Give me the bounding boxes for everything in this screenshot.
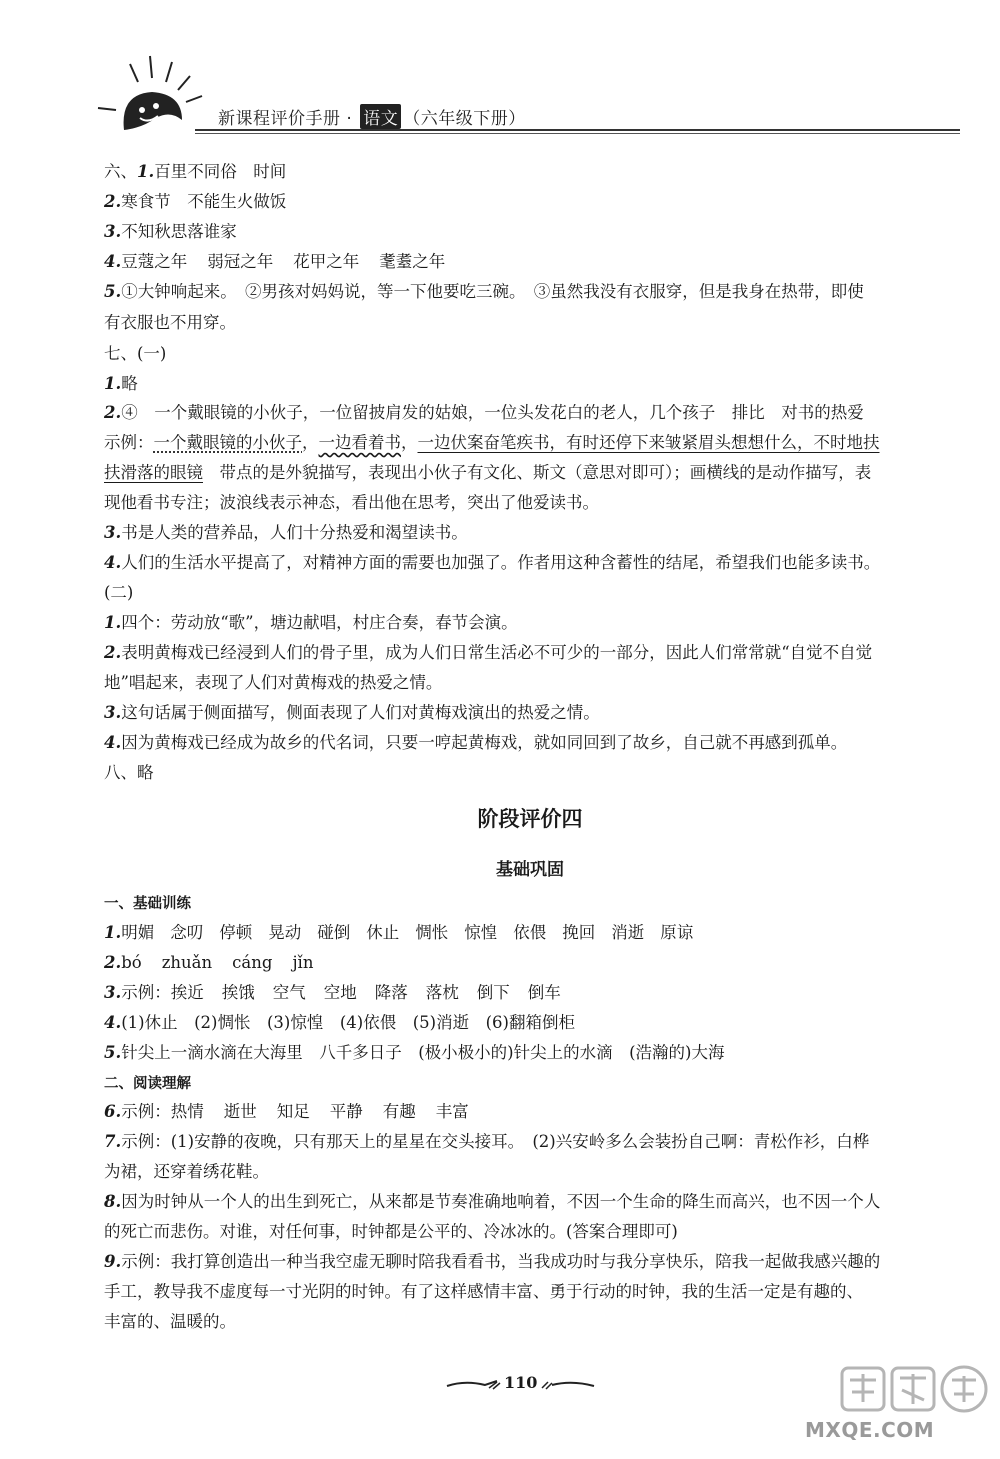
answer-line: 9.示例：我打算创造出一种当我空虚无聊时陪我看看书，当我成功时与我分享快乐，陪我一起做我感兴趣的	[104, 1252, 881, 1271]
answer-line: 1.四个：劳动放“歌”，塘边献唱，村庄合奏，春节会演。	[104, 613, 518, 632]
answer-line: 5.①大钟响起来。 ②男孩对妈妈说，等一下他要吃三碗。 ③虽然我没有衣服穿，但是我身在热带，即使	[104, 282, 864, 301]
answer-line: 2.④ 一个戴眼镜的小伙子，一位留披肩发的姑娘，一位头发花白的老人，几个孩子 排比 对书的热爱	[104, 403, 864, 422]
answer-line: 2.bó zhuǎn cáng jǐn	[104, 953, 314, 972]
answer-line: 有衣服也不用穿。	[104, 313, 236, 332]
answer-line: 5.针尖上一滴水滴在大海里 八千多日子 (极小极小的)针尖上的水滴 (浩瀚的)大海	[104, 1043, 725, 1062]
answer-line: 示例：一个戴眼镜的小伙子，一边看着书，一边伏案奋笔疾书，有时还停下来皱紧眉头想想什么，不时地扶	[104, 433, 880, 452]
answer-line: 7.示例：(1)安静的夜晚，只有那天上的星星在交头接耳。 (2)兴安岭多么会装扮自己啊：青松作衫，白桦	[104, 1132, 870, 1151]
answer-line: 的死亡而悲伤。对谁，对任何事，时钟都是公平的、冷冰冰的。(答案合理即可)	[104, 1222, 678, 1241]
answer-line: 扶滑落的眼镜 带点的是外貌描写，表现出小伙子有文化、斯文（意思对即可）；画横线的是动作描写，表	[104, 463, 872, 482]
answer-line: 4.(1)休止 (2)惆怅 (3)惊惶 (4)依偎 (5)消逝 (6)翻箱倒柜	[104, 1013, 575, 1032]
answer-line: 手工，教导我不虚度每一寸光阴的时钟。有了这样感情丰富、勇于行动的时钟，我的生活一定是有趣的、	[104, 1282, 863, 1301]
answer-line: 1.略	[104, 374, 138, 393]
answer-line: 8.因为时钟从一个人的出生到死亡，从来都是节奏准确地响着，不因一个生命的降生而高兴，也不因一个人	[104, 1192, 881, 1211]
answer-line: 2.寒食节 不能生火做饭	[104, 192, 287, 211]
answer-line: 3.这句话属于侧面描写，侧面表现了人们对黄梅戏演出的热爱之情。	[104, 703, 600, 722]
header-title: 新课程评价手册 · 语文 （六年级下册）	[218, 104, 526, 129]
answer-line: 为裙，还穿着绣花鞋。	[104, 1162, 269, 1181]
subject-badge: 语文	[360, 104, 401, 129]
section-label: (二)	[104, 583, 134, 602]
answer-line: 六、1.百里不同俗 时间	[104, 162, 287, 181]
header-rule-thin	[195, 133, 960, 134]
answer-line: 4.人们的生活水平提高了，对精神方面的需要也加强了。作者用这种含蓄性的结尾，希望我们也能多读书。	[104, 553, 881, 572]
watermark-logo-icon	[840, 1362, 990, 1416]
answer-line: 3.不知秋思落谁家	[104, 222, 237, 241]
answer-line: 4.因为黄梅戏已经成为故乡的代名词，只要一哼起黄梅戏，就如同回到了故乡，自己就不再感到孤单。	[104, 733, 848, 752]
stage-title: 阶段评价四	[477, 807, 583, 831]
answer-line: 地”唱起来，表现了人们对黄梅戏的热爱之情。	[104, 673, 443, 692]
watermark-text: MXQE.COM	[805, 1418, 935, 1442]
page-ornament-right-icon	[540, 1378, 596, 1392]
header-rule	[195, 129, 960, 131]
section-heading: 一、基础训练	[104, 896, 191, 912]
answer-line: 1.明媚 念叨 停顿 晃动 碰倒 休止 惆怅 惊惶 依偎 挽回 消逝 原谅	[104, 923, 694, 942]
page-number: 110	[504, 1373, 538, 1392]
answer-line: 丰富的、温暖的。	[104, 1312, 236, 1331]
section-label: 八、略	[104, 763, 154, 782]
answer-line: 4.豆蔻之年 弱冠之年 花甲之年 耄耋之年	[104, 252, 446, 271]
page-header	[0, 0, 1000, 150]
answer-line: 3.书是人类的营养品，人们十分热爱和渴望读书。	[104, 523, 468, 542]
section-label: 七、(一)	[104, 344, 167, 363]
stage-subtitle: 基础巩固	[496, 860, 564, 880]
page-ornament-left-icon	[445, 1378, 501, 1392]
answer-line: 2.表明黄梅戏已经浸到人们的骨子里，成为人们日常生活必不可少的一部分，因此人们常常就“自觉不自觉	[104, 643, 873, 662]
answer-line: 6.示例：热情 逝世 知足 平静 有趣 丰富	[104, 1102, 469, 1121]
section-heading: 二、阅读理解	[104, 1076, 191, 1092]
answer-line: 现他看书专注；波浪线表示神态，看出他在思考，突出了他爱读书。	[104, 493, 599, 512]
answer-line: 3.示例：挨近 挨饿 空气 空地 降落 落枕 倒下 倒车	[104, 983, 561, 1002]
